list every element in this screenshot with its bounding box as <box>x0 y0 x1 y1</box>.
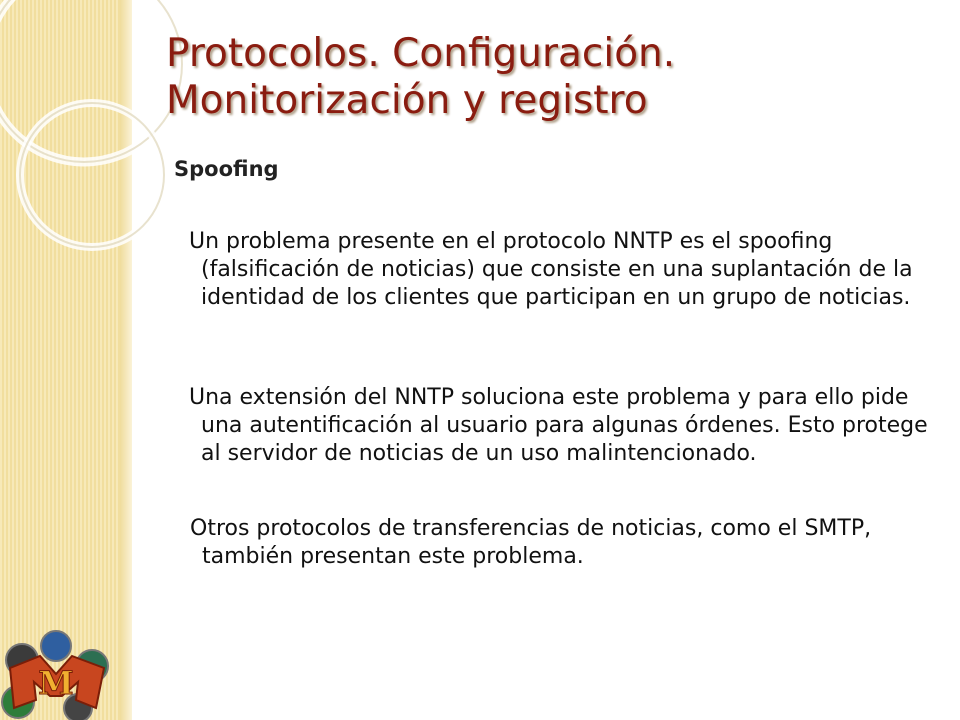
magic-logo-icon <box>0 630 112 720</box>
slide-title-line-2: Monitorización y registro <box>166 78 648 123</box>
body-paragraph-2: Una extensión del NNTP soluciona este problema y para ello pide una autentificación al usuario para algunas órdenes. Esto protege al servidor de noticias de un uso malintencionado. <box>189 385 928 466</box>
section-heading: Spoofing <box>174 157 279 181</box>
slide-title-line-1: Protocolos. Configuración. <box>166 31 676 76</box>
svg-text:M: M <box>38 664 74 702</box>
body-paragraph-1: Un problema presente en el protocolo NNTP es el spoofing (falsificación de noticias) que consiste en una suplantación de la identidad de los clientes que participan en un grupo de noticias. <box>189 229 913 310</box>
body-paragraph-3: Otros protocolos de transferencias de noticias, como el SMTP, también presentan este problema. <box>190 516 872 569</box>
slide-title <box>166 30 926 124</box>
